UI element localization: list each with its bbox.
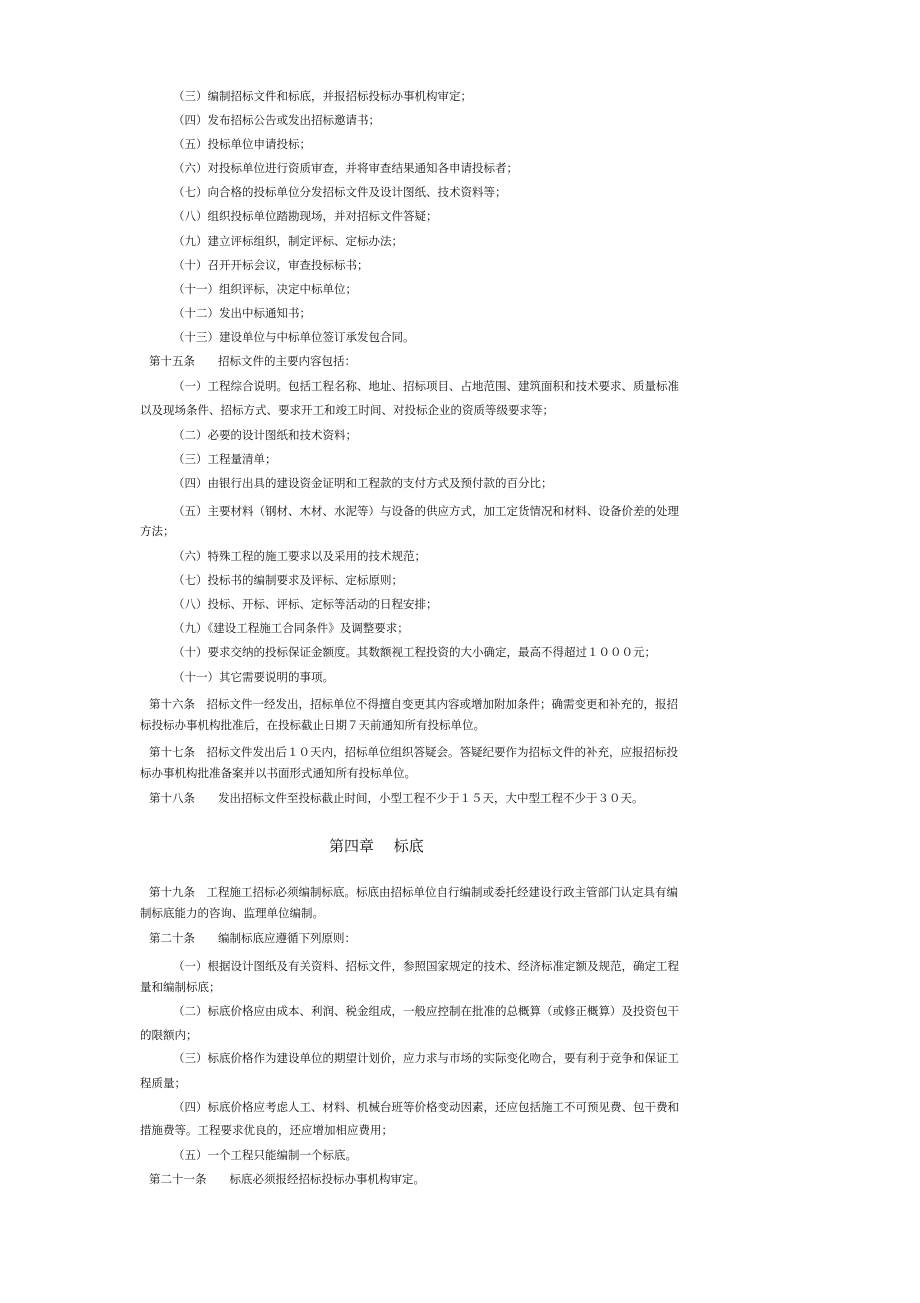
article-15-item: （二）必要的设计图纸和技术资料； <box>173 428 357 442</box>
article-20-item: 措施费等。工程要求优良的，还应增加相应费用； <box>140 1123 393 1137</box>
article-17: 标办事机构批准备案并以书面形式通知所有投标单位。 <box>140 766 416 780</box>
article-15-item: （一）工程综合说明。包括工程名称、地址、招标项目、占地范围、建筑面积和技术要求、质量标准 <box>173 379 679 393</box>
list-item: （四）发布招标公告或发出招标邀请书； <box>173 113 380 127</box>
article-19: 第十九条 工程施工招标必须编制标底。标底由招标单位自行编制或委托经建设行政主管部门认定具有编 <box>149 885 678 899</box>
article-15-item: （五）主要材料（钢材、木材、水泥等）与设备的供应方式，加工定货情况和材料、设备价差的处理 <box>173 504 679 518</box>
article-19: 制标底能力的咨询、监理单位编制。 <box>140 906 324 920</box>
list-item: （五）投标单位申请投标； <box>173 137 311 151</box>
article-20-item: 的限额内； <box>140 1028 198 1042</box>
article-20-item: （五）一个工程只能编制一个标底。 <box>173 1148 357 1162</box>
list-item: （八）组织投标单位踏勘现场，并对招标文件答疑； <box>173 209 438 223</box>
article-15-item: 以及现场条件、招标方式、要求开工和竣工时间、对投标企业的资质等级要求等； <box>140 403 554 417</box>
chapter-title: 第四章 标底 <box>329 837 424 855</box>
list-item: （三）编制招标文件和标底，并报招标投标办事机构审定； <box>173 89 472 103</box>
article-15-item: （七）投标书的编制要求及评标、定标原则； <box>173 573 403 587</box>
list-item: （九）建立评标组织，制定评标、定标办法； <box>173 234 403 248</box>
article-15-item: （六）特殊工程的施工要求以及采用的技术规范； <box>173 549 426 563</box>
list-item: （十）召开开标会议，审查投标标书； <box>173 258 369 272</box>
article-20-item: （三）标底价格作为建设单位的期望计划价，应力求与市场的实际变化吻合，要有利于竞争和保证工 <box>173 1051 679 1065</box>
article-20-item: （二）标底价格应由成本、利润、税金组成，一般应控制在批准的总概算（或修正概算）及投资包干 <box>173 1004 679 1018</box>
article-21: 第二十一条 标底必须报经招标投标办事机构审定。 <box>149 1172 425 1186</box>
article-18: 第十八条 发出招标文件至投标截止时间，小型工程不少于１５天，大中型工程不少于３０天。 <box>149 791 644 805</box>
article-20-item: （一）根据设计图纸及有关资料、招标文件，参照国家规定的技术、经济标准定额及规范，确定工程 <box>173 959 679 973</box>
article-17: 第十七条 招标文件发出后１０天内，招标单位组织答疑会。答疑纪要作为招标文件的补充，应报招标投 <box>149 745 678 759</box>
article-20-item: 量和编制标底； <box>140 980 221 994</box>
article-20-heading: 第二十条 编制标底应遵循下列原则： <box>149 931 356 945</box>
article-15-item: （三）工程量清单； <box>173 452 277 466</box>
article-20-item: （四）标底价格应考虑人工、材料、机械台班等价格变动因素，还应包括施工不可预见费、包干费和 <box>173 1100 679 1114</box>
article-15-item: （十一）其它需要说明的事项。 <box>173 670 334 684</box>
list-item: （十二）发出中标通知书； <box>173 306 311 320</box>
article-16: 标投标办事机构批准后，在投标截止日期７天前通知所有投标单位。 <box>140 718 485 732</box>
list-item: （十三）建设单位与中标单位签订承发包合同。 <box>173 330 415 344</box>
article-15-item: （十）要求交纳的投标保证金额度。其数额视工程投资的大小确定，最高不得超过１０００元； <box>173 645 656 659</box>
list-item: （六）对投标单位进行资质审查，并将审查结果通知各申请投标者； <box>173 161 518 175</box>
article-20-item: 程质量； <box>140 1076 186 1090</box>
article-16: 第十六条 招标文件一经发出，招标单位不得擅自变更其内容或增加附加条件；确需变更和补充的，报招 <box>149 697 678 711</box>
article-15-item: （九）《建设工程施工合同条件》及调整要求； <box>173 621 409 635</box>
list-item: （七）向合格的投标单位分发招标文件及设计图纸、技术资料等； <box>173 185 507 199</box>
article-15-item: 方法； <box>140 524 175 538</box>
list-item: （十一）组织评标，决定中标单位； <box>173 282 357 296</box>
article-15-item: （四）由银行出具的建设资金证明和工程款的支付方式及预付款的百分比； <box>173 476 553 490</box>
article-15-item: （八）投标、开标、评标、定标等活动的日程安排； <box>173 597 438 611</box>
article-15-heading: 第十五条 招标文件的主要内容包括： <box>149 354 356 368</box>
